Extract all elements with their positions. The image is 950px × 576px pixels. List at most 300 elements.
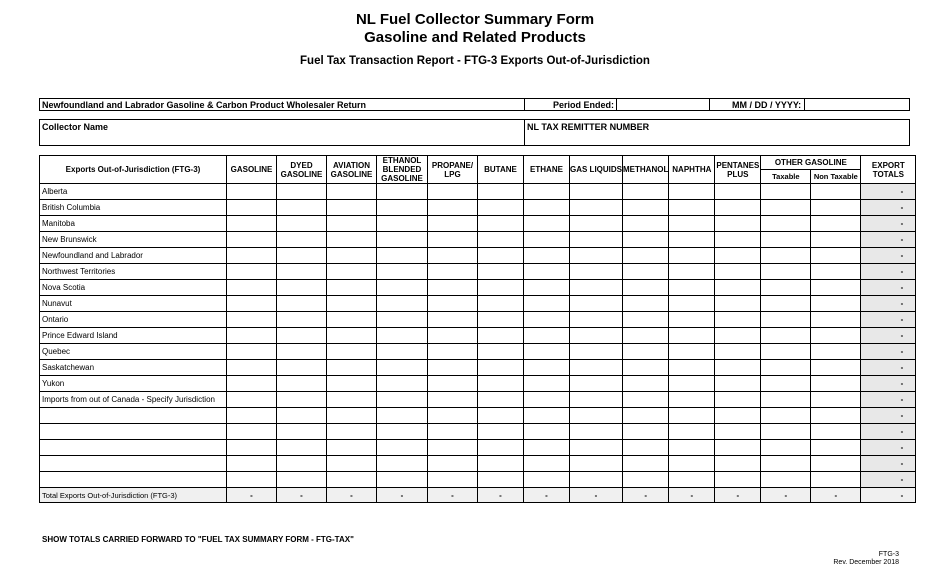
amount-cell[interactable] [715, 200, 761, 216]
amount-cell[interactable] [570, 360, 623, 376]
exports-table [39, 155, 916, 503]
amount-cell[interactable] [428, 200, 478, 216]
amount-cell[interactable] [377, 232, 428, 248]
amount-cell[interactable] [428, 184, 478, 200]
amount-cell[interactable] [811, 264, 861, 280]
amount-cell[interactable] [669, 328, 715, 344]
amount-cell[interactable] [715, 264, 761, 280]
column-total-cell: - [570, 488, 623, 503]
export-total-cell: - [861, 184, 916, 200]
amount-cell[interactable] [811, 280, 861, 296]
amount-cell[interactable] [428, 296, 478, 312]
amount-cell[interactable] [428, 408, 478, 424]
amount-cell[interactable] [478, 456, 524, 472]
amount-cell[interactable] [478, 472, 524, 488]
amount-cell[interactable] [428, 440, 478, 456]
amount-cell[interactable] [669, 296, 715, 312]
amount-cell[interactable] [478, 344, 524, 360]
amount-cell[interactable] [570, 392, 623, 408]
amount-cell[interactable] [227, 232, 277, 248]
amount-cell[interactable] [623, 216, 669, 232]
amount-cell[interactable] [478, 328, 524, 344]
footer-note: SHOW TOTALS CARRIED FORWARD TO "FUEL TAX SUMMARY FORM - FTG-TAX" [42, 535, 354, 544]
amount-cell[interactable] [277, 328, 327, 344]
amount-cell[interactable] [227, 360, 277, 376]
amount-cell[interactable] [277, 360, 327, 376]
amount-cell[interactable] [715, 280, 761, 296]
row-label: Northwest Territories [40, 264, 227, 280]
amount-cell[interactable] [428, 232, 478, 248]
amount-cell[interactable] [277, 312, 327, 328]
amount-cell[interactable] [761, 200, 811, 216]
amount-cell[interactable] [761, 280, 811, 296]
remitter-number-label: NL TAX REMITTER NUMBER [527, 122, 650, 132]
amount-cell[interactable] [811, 392, 861, 408]
date-format-label: MM / DD / YYYY: [732, 100, 802, 110]
amount-cell[interactable] [377, 472, 428, 488]
table-row [40, 264, 916, 280]
amount-cell[interactable] [715, 392, 761, 408]
amount-cell[interactable] [377, 424, 428, 440]
amount-cell[interactable] [811, 456, 861, 472]
column-total-cell: - [811, 488, 861, 503]
amount-cell[interactable] [669, 472, 715, 488]
amount-cell[interactable] [669, 264, 715, 280]
export-total-cell: - [861, 312, 916, 328]
amount-cell[interactable] [428, 424, 478, 440]
amount-cell[interactable] [524, 360, 570, 376]
amount-cell[interactable] [478, 312, 524, 328]
amount-cell[interactable] [327, 360, 377, 376]
amount-cell[interactable] [227, 248, 277, 264]
amount-cell[interactable] [428, 280, 478, 296]
amount-cell[interactable] [715, 312, 761, 328]
amount-cell[interactable] [669, 280, 715, 296]
amount-cell[interactable] [761, 232, 811, 248]
amount-cell[interactable] [277, 280, 327, 296]
amount-cell[interactable] [524, 200, 570, 216]
amount-cell[interactable] [227, 184, 277, 200]
amount-cell[interactable] [524, 216, 570, 232]
amount-cell[interactable] [761, 456, 811, 472]
amount-cell[interactable] [623, 328, 669, 344]
amount-cell[interactable] [327, 440, 377, 456]
amount-cell[interactable] [669, 200, 715, 216]
amount-cell[interactable] [570, 312, 623, 328]
amount-cell[interactable] [327, 376, 377, 392]
amount-cell[interactable] [428, 456, 478, 472]
col-header: DYED GASOLINE [277, 156, 327, 184]
amount-cell[interactable] [227, 456, 277, 472]
amount-cell[interactable] [227, 344, 277, 360]
report-title: Fuel Tax Transaction Report - FTG-3 Exports Out-of-Jurisdiction [300, 55, 650, 67]
amount-cell[interactable] [227, 440, 277, 456]
amount-cell[interactable] [277, 184, 327, 200]
amount-cell[interactable] [715, 296, 761, 312]
amount-cell[interactable] [327, 296, 377, 312]
amount-cell[interactable] [761, 344, 811, 360]
table-row [40, 216, 916, 232]
amount-cell[interactable] [277, 216, 327, 232]
column-total-cell: - [327, 488, 377, 503]
amount-cell[interactable] [428, 344, 478, 360]
amount-cell[interactable] [377, 216, 428, 232]
column-total-cell: - [715, 488, 761, 503]
amount-cell[interactable] [428, 472, 478, 488]
amount-cell[interactable] [377, 296, 428, 312]
collector-name-field[interactable] [39, 119, 525, 146]
amount-cell[interactable] [327, 184, 377, 200]
amount-cell[interactable] [715, 232, 761, 248]
amount-cell[interactable] [277, 344, 327, 360]
amount-cell[interactable] [524, 280, 570, 296]
amount-cell[interactable] [761, 264, 811, 280]
amount-cell[interactable] [623, 392, 669, 408]
amount-cell[interactable] [227, 280, 277, 296]
amount-cell[interactable] [524, 472, 570, 488]
amount-cell[interactable] [277, 376, 327, 392]
amount-cell[interactable] [669, 456, 715, 472]
amount-cell[interactable] [811, 408, 861, 424]
amount-cell[interactable] [478, 440, 524, 456]
amount-cell[interactable] [478, 184, 524, 200]
period-ended-label: Period Ended: [553, 100, 615, 110]
amount-cell[interactable] [524, 296, 570, 312]
amount-cell[interactable] [715, 184, 761, 200]
amount-cell[interactable] [478, 392, 524, 408]
amount-cell[interactable] [761, 392, 811, 408]
amount-cell[interactable] [715, 376, 761, 392]
amount-cell[interactable] [327, 200, 377, 216]
amount-cell[interactable] [570, 184, 623, 200]
amount-cell[interactable] [478, 376, 524, 392]
amount-cell[interactable] [277, 248, 327, 264]
amount-cell[interactable] [669, 232, 715, 248]
amount-cell[interactable] [277, 472, 327, 488]
amount-cell[interactable] [669, 344, 715, 360]
amount-cell[interactable] [478, 216, 524, 232]
row-label: Nunavut [40, 296, 227, 312]
export-total-cell: - [861, 280, 916, 296]
amount-cell[interactable] [227, 424, 277, 440]
amount-cell[interactable] [715, 440, 761, 456]
amount-cell[interactable] [327, 408, 377, 424]
amount-cell[interactable] [623, 472, 669, 488]
amount-cell[interactable] [478, 296, 524, 312]
export-total-cell: - [861, 200, 916, 216]
amount-cell[interactable] [761, 296, 811, 312]
amount-cell[interactable] [478, 280, 524, 296]
amount-cell[interactable] [524, 456, 570, 472]
amount-cell[interactable] [428, 392, 478, 408]
amount-cell[interactable] [227, 392, 277, 408]
amount-cell[interactable] [811, 328, 861, 344]
table-row [40, 232, 916, 248]
amount-cell[interactable] [570, 424, 623, 440]
amount-cell[interactable] [623, 456, 669, 472]
export-total-cell: - [861, 248, 916, 264]
amount-cell[interactable] [327, 312, 377, 328]
col-header: ETHANE [524, 156, 570, 184]
amount-cell[interactable] [623, 344, 669, 360]
amount-cell[interactable] [570, 248, 623, 264]
other-gasoline-header: OTHER GASOLINE [761, 156, 861, 170]
amount-cell[interactable] [327, 280, 377, 296]
amount-cell[interactable] [327, 264, 377, 280]
amount-cell[interactable] [377, 392, 428, 408]
amount-cell[interactable] [227, 408, 277, 424]
amount-cell[interactable] [669, 424, 715, 440]
col-header: NAPHTHA [669, 156, 715, 184]
other-nontaxable-header: Non Taxable [811, 170, 861, 184]
amount-cell[interactable] [811, 200, 861, 216]
amount-cell[interactable] [478, 264, 524, 280]
amount-cell[interactable] [623, 360, 669, 376]
row-label: Total Exports Out-of-Jurisdiction (FTG-3) [40, 488, 227, 503]
amount-cell[interactable] [570, 200, 623, 216]
amount-cell[interactable] [377, 344, 428, 360]
amount-cell[interactable] [623, 248, 669, 264]
amount-cell[interactable] [669, 440, 715, 456]
amount-cell[interactable] [715, 216, 761, 232]
amount-cell[interactable] [811, 296, 861, 312]
amount-cell[interactable] [715, 472, 761, 488]
amount-cell[interactable] [715, 248, 761, 264]
amount-cell[interactable] [478, 232, 524, 248]
amount-cell[interactable] [428, 376, 478, 392]
amount-cell[interactable] [524, 184, 570, 200]
amount-cell[interactable] [761, 312, 811, 328]
amount-cell[interactable] [327, 424, 377, 440]
amount-cell[interactable] [227, 328, 277, 344]
amount-cell[interactable] [277, 408, 327, 424]
date-field[interactable] [804, 98, 910, 111]
amount-cell[interactable] [524, 248, 570, 264]
amount-cell[interactable] [811, 184, 861, 200]
amount-cell[interactable] [761, 184, 811, 200]
amount-cell[interactable] [623, 232, 669, 248]
amount-cell[interactable] [623, 440, 669, 456]
amount-cell[interactable] [811, 312, 861, 328]
amount-cell[interactable] [428, 328, 478, 344]
amount-cell[interactable] [478, 408, 524, 424]
amount-cell[interactable] [623, 376, 669, 392]
amount-cell[interactable] [570, 456, 623, 472]
col-header: ETHANOL BLENDED GASOLINE [377, 156, 428, 184]
amount-cell[interactable] [428, 248, 478, 264]
amount-cell[interactable] [715, 424, 761, 440]
remitter-number-field[interactable] [524, 119, 910, 146]
amount-cell[interactable] [761, 408, 811, 424]
amount-cell[interactable] [570, 216, 623, 232]
amount-cell[interactable] [570, 328, 623, 344]
amount-cell[interactable] [377, 360, 428, 376]
table-row [40, 184, 916, 200]
amount-cell[interactable] [524, 440, 570, 456]
amount-cell[interactable] [327, 232, 377, 248]
amount-cell[interactable] [377, 456, 428, 472]
column-total-cell: - [524, 488, 570, 503]
amount-cell[interactable] [715, 328, 761, 344]
amount-cell[interactable] [811, 248, 861, 264]
amount-cell[interactable] [524, 232, 570, 248]
amount-cell[interactable] [761, 360, 811, 376]
amount-cell[interactable] [623, 424, 669, 440]
column-total-cell: - [761, 488, 811, 503]
amount-cell[interactable] [761, 472, 811, 488]
form-id: FTG-3 [878, 551, 899, 558]
amount-cell[interactable] [377, 264, 428, 280]
amount-cell[interactable] [669, 184, 715, 200]
amount-cell[interactable] [623, 280, 669, 296]
amount-cell[interactable] [761, 376, 811, 392]
amount-cell[interactable] [478, 360, 524, 376]
amount-cell[interactable] [277, 232, 327, 248]
amount-cell[interactable] [524, 312, 570, 328]
amount-cell[interactable] [524, 376, 570, 392]
amount-cell[interactable] [761, 248, 811, 264]
amount-cell[interactable] [811, 344, 861, 360]
export-total-cell: - [861, 392, 916, 408]
amount-cell[interactable] [669, 312, 715, 328]
amount-cell[interactable] [478, 200, 524, 216]
amount-cell[interactable] [277, 392, 327, 408]
amount-cell[interactable] [428, 216, 478, 232]
amount-cell[interactable] [227, 312, 277, 328]
amount-cell[interactable] [570, 344, 623, 360]
amount-cell[interactable] [327, 392, 377, 408]
amount-cell[interactable] [428, 264, 478, 280]
row-label [40, 456, 227, 472]
amount-cell[interactable] [811, 424, 861, 440]
export-total-cell: - [861, 216, 916, 232]
amount-cell[interactable] [570, 472, 623, 488]
amount-cell[interactable] [623, 312, 669, 328]
amount-cell[interactable] [377, 312, 428, 328]
amount-cell[interactable] [377, 280, 428, 296]
amount-cell[interactable] [669, 408, 715, 424]
amount-cell[interactable] [669, 248, 715, 264]
amount-cell[interactable] [478, 248, 524, 264]
amount-cell[interactable] [327, 456, 377, 472]
amount-cell[interactable] [327, 248, 377, 264]
amount-cell[interactable] [524, 392, 570, 408]
amount-cell[interactable] [761, 328, 811, 344]
amount-cell[interactable] [761, 440, 811, 456]
amount-cell[interactable] [623, 296, 669, 312]
amount-cell[interactable] [570, 280, 623, 296]
amount-cell[interactable] [428, 360, 478, 376]
collector-name-label: Collector Name [42, 122, 109, 132]
amount-cell[interactable] [761, 216, 811, 232]
amount-cell[interactable] [811, 360, 861, 376]
amount-cell[interactable] [428, 312, 478, 328]
amount-cell[interactable] [377, 184, 428, 200]
amount-cell[interactable] [623, 200, 669, 216]
amount-cell[interactable] [811, 440, 861, 456]
amount-cell[interactable] [327, 328, 377, 344]
amount-cell[interactable] [669, 360, 715, 376]
amount-cell[interactable] [669, 392, 715, 408]
amount-cell[interactable] [277, 264, 327, 280]
amount-cell[interactable] [327, 344, 377, 360]
column-total-cell: - [377, 488, 428, 503]
table-row [40, 424, 916, 440]
amount-cell[interactable] [227, 264, 277, 280]
amount-cell[interactable] [715, 360, 761, 376]
amount-cell[interactable] [669, 376, 715, 392]
amount-cell[interactable] [227, 216, 277, 232]
export-total-cell: - [861, 328, 916, 344]
row-label: Imports from out of Canada - Specify Jurisdiction [40, 392, 227, 408]
amount-cell[interactable] [524, 344, 570, 360]
amount-cell[interactable] [524, 328, 570, 344]
amount-cell[interactable] [478, 424, 524, 440]
amount-cell[interactable] [570, 408, 623, 424]
amount-cell[interactable] [277, 440, 327, 456]
amount-cell[interactable] [715, 344, 761, 360]
amount-cell[interactable] [277, 424, 327, 440]
amount-cell[interactable] [761, 424, 811, 440]
amount-cell[interactable] [570, 264, 623, 280]
amount-cell[interactable] [277, 456, 327, 472]
amount-cell[interactable] [227, 200, 277, 216]
amount-cell[interactable] [524, 424, 570, 440]
amount-cell[interactable] [811, 472, 861, 488]
amount-cell[interactable] [669, 216, 715, 232]
amount-cell[interactable] [377, 328, 428, 344]
amount-cell[interactable] [377, 376, 428, 392]
amount-cell[interactable] [277, 296, 327, 312]
amount-cell[interactable] [227, 472, 277, 488]
export-total-cell: - [861, 440, 916, 456]
amount-cell[interactable] [377, 408, 428, 424]
amount-cell[interactable] [811, 232, 861, 248]
amount-cell[interactable] [327, 216, 377, 232]
amount-cell[interactable] [570, 232, 623, 248]
table-row [40, 200, 916, 216]
table-row [40, 392, 916, 408]
amount-cell[interactable] [327, 472, 377, 488]
period-ended-field[interactable] [616, 98, 710, 111]
col-header: PENTANES PLUS [715, 156, 761, 184]
amount-cell[interactable] [715, 456, 761, 472]
export-total-cell: - [861, 408, 916, 424]
amount-cell[interactable] [811, 216, 861, 232]
amount-cell[interactable] [811, 376, 861, 392]
row-label: New Brunswick [40, 232, 227, 248]
amount-cell[interactable] [227, 376, 277, 392]
row-label: Alberta [40, 184, 227, 200]
amount-cell[interactable] [570, 440, 623, 456]
amount-cell[interactable] [524, 264, 570, 280]
amount-cell[interactable] [623, 408, 669, 424]
amount-cell[interactable] [377, 248, 428, 264]
amount-cell[interactable] [623, 184, 669, 200]
table-row [40, 408, 916, 424]
amount-cell[interactable] [377, 440, 428, 456]
jurisdiction-header: Exports Out-of-Jurisdiction (FTG-3) [40, 156, 227, 184]
amount-cell[interactable] [524, 408, 570, 424]
amount-cell[interactable] [623, 264, 669, 280]
amount-cell[interactable] [570, 296, 623, 312]
amount-cell[interactable] [715, 408, 761, 424]
amount-cell[interactable] [570, 376, 623, 392]
column-total-cell: - [669, 488, 715, 503]
amount-cell[interactable] [277, 200, 327, 216]
amount-cell[interactable] [377, 200, 428, 216]
amount-cell[interactable] [227, 296, 277, 312]
